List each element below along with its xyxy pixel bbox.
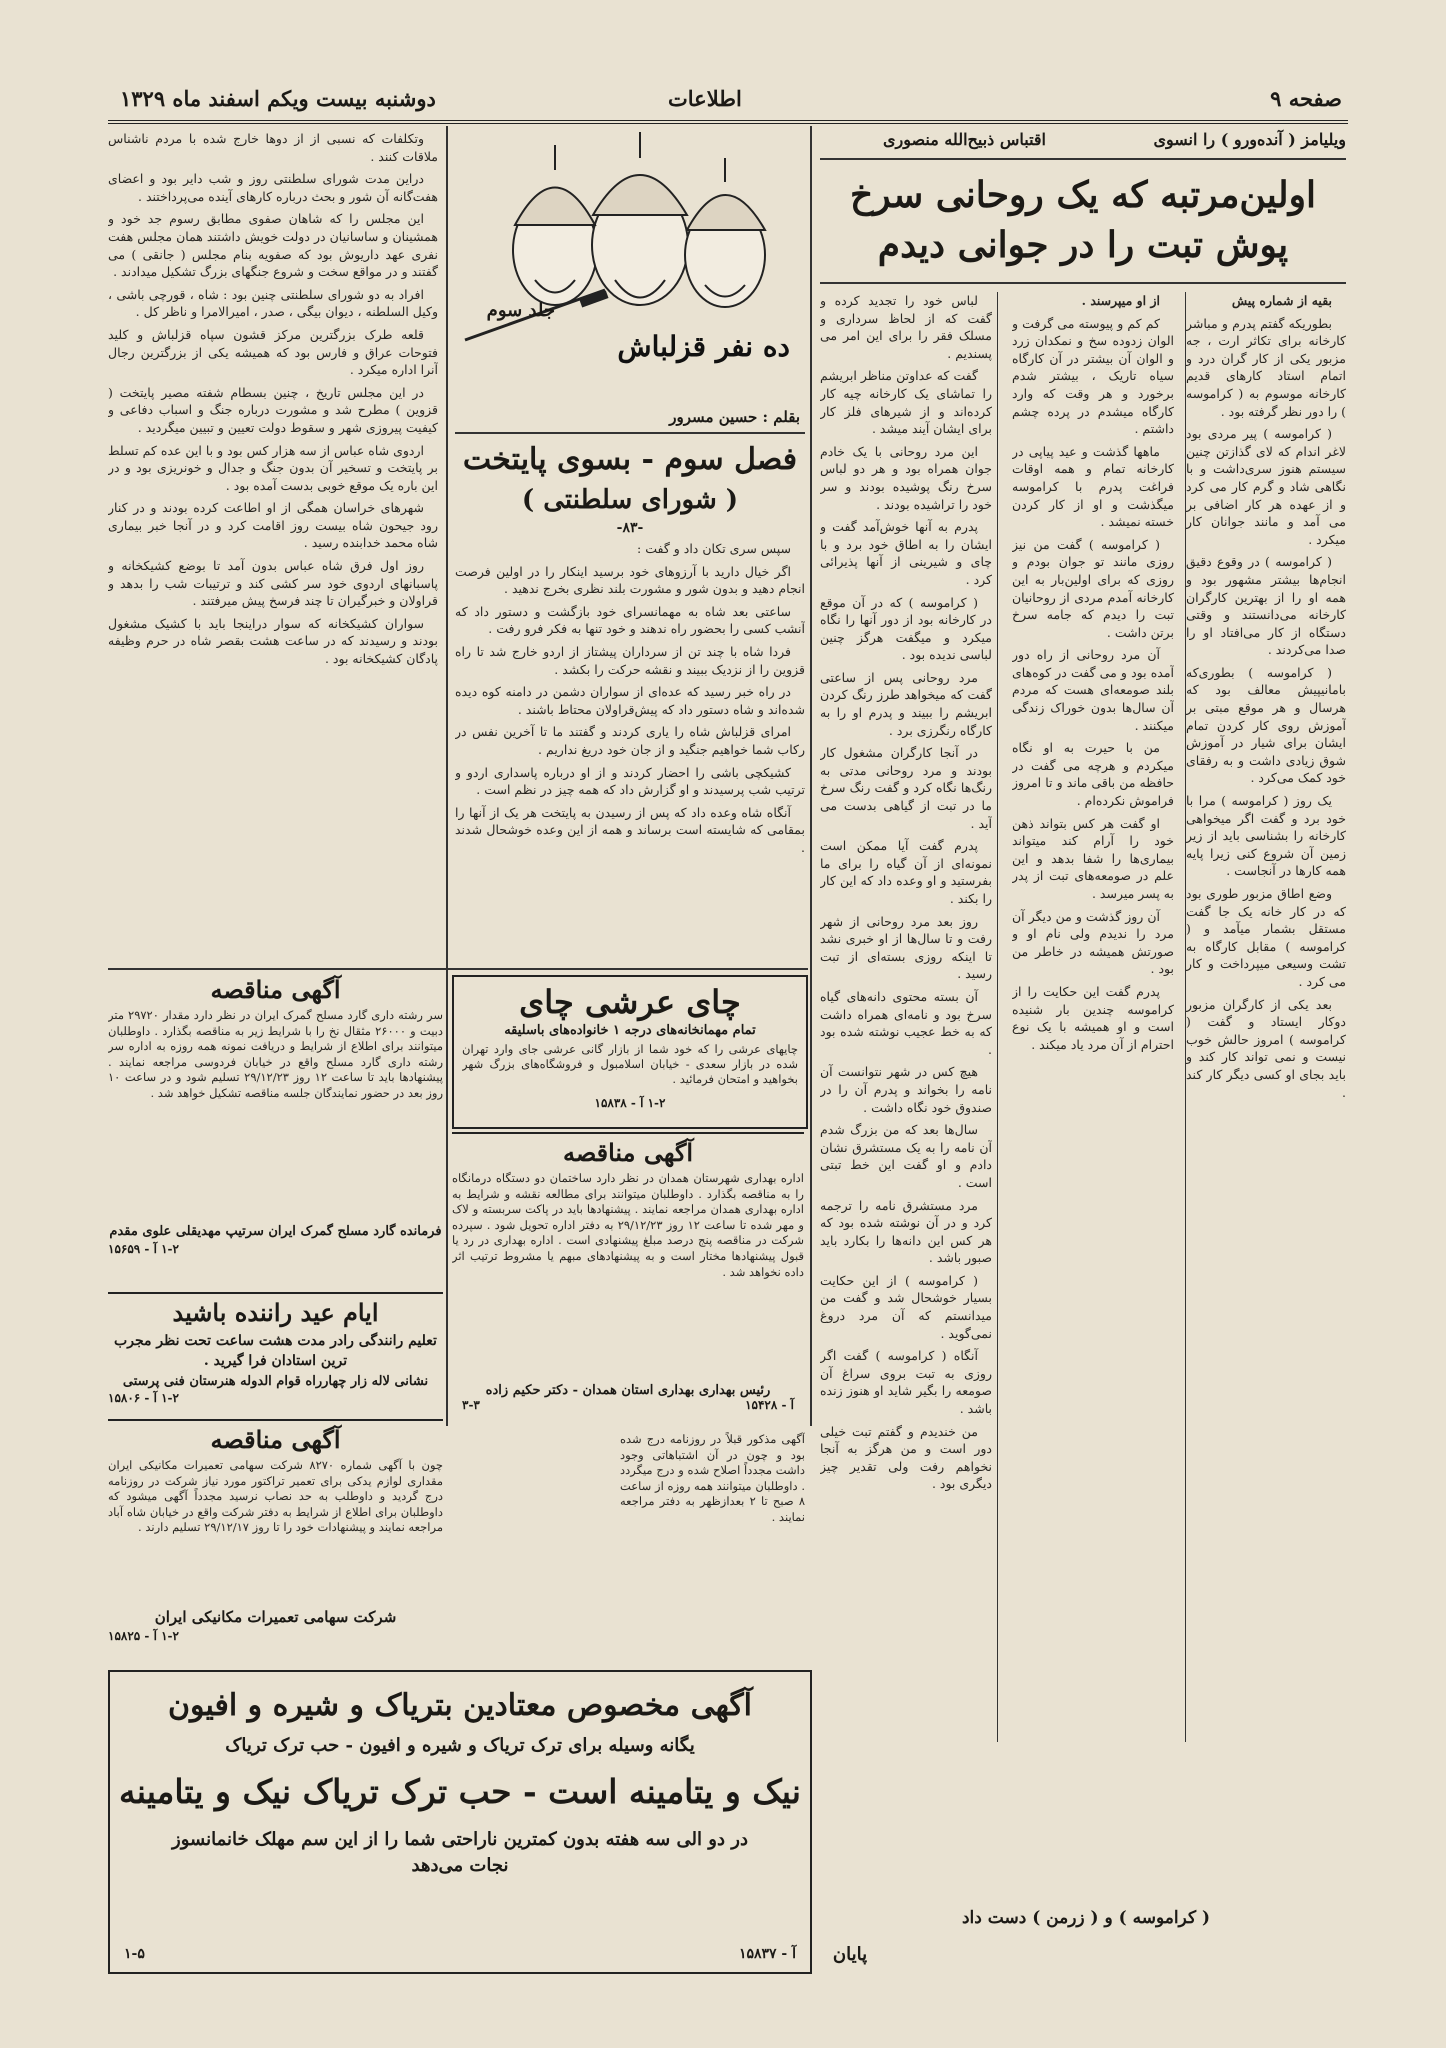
issue-date: دوشنبه بیست ویکم اسفند ماه ۱۳۲۹ xyxy=(120,86,436,111)
paragraph: وتکلفات که نسبی از از دوها خارج شده با مردم ناشناس ملاقات کنند . xyxy=(108,131,438,164)
serial-number: -۸۳- xyxy=(616,520,644,536)
paragraph: بعد یکی از کارگران مزبور دوکار ایستاد و گفت ( کراموسه ) امروز حالش خوب نیست و نمی تواند کار کند و باید بجای او کسی دیگر کار کند . xyxy=(1186,996,1346,1100)
paragraph: در این مجلس تاریخ ، چنین بسطام شفته مصیر پایتخت ( قزوین ) مطرح شد و مشورت درباره جنگ و اسباب دفاعی و کیفیت پیروزی شهر و سقوط دولت تعیین و تبیین میگردید . xyxy=(108,384,438,435)
addiction-ad-line2: در دو الی سه هفته بدون کمترین ناراحتی شما را از این سم مهلک خانمانسوز نجات می‌دهد xyxy=(172,1829,748,1876)
paragraph: کشیکچی باشی را احضار کردند و از او درباره پاسداری اردو و ترتیب شب پرسیدند و او گزارش داد که همه چیز در نظم است . xyxy=(455,764,805,798)
column-rule xyxy=(446,126,448,1426)
paragraph: اردوی شاه عباس از سه هزار کس بود و با این عده کم تسلط بر پایتخت و تسخیر آن بدون جنگ و جدال و خونریزی بود و در این باره یک موقع خوبی بدست آمده بود . xyxy=(108,442,438,493)
section-divider xyxy=(108,968,808,970)
end-mark: پایان xyxy=(832,1944,868,1965)
page-number: صفحه ۹ xyxy=(1270,86,1342,111)
paragraph: آنگاه ( کراموسه ) گفت اگر روزی به تبت بروی سراغ آن صومعه را بگیر شاید او هنوز زنده باشد . xyxy=(820,1348,992,1417)
addiction-ad-code: ۱-۵ xyxy=(124,1946,145,1962)
serial-title: فصل سوم - بسوی پایتخت xyxy=(462,442,798,477)
article-translator: اقتباس ذبیح‌الله منصوری xyxy=(882,130,1046,149)
article-column-1 xyxy=(1186,292,1346,1752)
hamedan-notice-code-right: آ - ۱۵۴۲۸ xyxy=(745,1398,794,1412)
paragraph: سال‌ها بعد که من بزرگ شدم آن نامه را به یک مستشرق نشان دادم و او گفت این خط تبتی است . xyxy=(820,1122,992,1190)
paragraph: افراد به دو شورای سلطنتی چنین بود : شاه ، قورچی باشی ، وکیل السلطنه ، دیوان بیگی ، صدر ، امیرالامرا و ناظر کل . xyxy=(108,286,438,320)
paragraph: لباس خود را تجدید کرده و گفت که از لحاظ سرداری و مسلک فقر را برای این امر می پسندیم . xyxy=(820,293,992,361)
tea-ad-body: چایهای عرشی را که خود شما از بازار گانی عرشی جای وارد تهران شده در بازار سعدی - خیابان اسلامبول و فروشگاه‌های بزرگ شهر بخواهید و امتحان فرمائید . xyxy=(462,1042,798,1086)
paragraph: مرد روحانی پس از ساعتی گفت که میخواهد طرز رنگ کردن ابریشم را ببیند و پدرم او را به کارگاه رنگرزی برد . xyxy=(820,669,992,738)
paragraph: آنگاه شاه وعده داد که پس از رسیدن به پایتخت هر یک از آنها را بمقامی که شایسته است برساند و همه از این وعده خوشحال شدند . xyxy=(455,804,805,855)
company-notice-title: آگهی مناقصه xyxy=(210,1425,341,1454)
driving-notice-address: نشانی لاله زار چهارراه قوام الدوله هنرستان فنی پرستی xyxy=(122,1374,429,1389)
paragraph: آن مرد روحانی از راه دور آمده بود و می گفت در کوه‌های بلند صومعه‌ای هست که مردم آن سال‌ها بدون خوراک زندگی میکنند . xyxy=(1012,647,1174,733)
customs-tender-notice xyxy=(108,975,443,1285)
small-notice-body: آگهی مذکور قبلاً در روزنامه درج شده بود و چون در آن اشتباهاتی وجود داشت مجدداً اصلاح شده و درج میگردد . داوطلبان میتوانند همه روزه از ساعت ۸ صبح تا ۲ بعدازظهر به دفتر مراجعه نمایند . xyxy=(620,1432,805,1524)
serial-subtitle: ( شورای سلطنتی ) xyxy=(521,485,739,515)
company-tender-notice xyxy=(108,1425,443,1665)
hamedan-notice-title: آگهی مناقصه xyxy=(562,1138,694,1167)
hamedan-notice-code-left: ۳-۳ xyxy=(462,1398,480,1412)
article-source: ویلیامز ( آند‌ه‌ورو ) را انسوی xyxy=(1153,130,1346,149)
paragraph: پدرم گفت این حکایت را از کراموسه چندین بار شنیده است و او همیشه با یک نوع احترام از آن مرد یاد میکند . xyxy=(1012,983,1174,1052)
paragraph: آن بسته محتوی دانه‌های گیاه سرخ بود و نامه‌ای همراه داشت که به خط عجیب نوشته شده بود . xyxy=(820,988,992,1057)
paragraph: ماهها گذشت و عید پیاپی در کارخانه تمام و همه اوقات فراغت پدرم با کراموسه میگذشت و او از کار کردن خسته نمیشد . xyxy=(1012,443,1174,530)
company-notice-code: ۱-۲ آ - ۱۵۸۲۵ xyxy=(108,1629,179,1643)
column-rule xyxy=(810,126,812,1426)
serial-column-2 xyxy=(455,540,805,960)
hamedan-notice-signature: رئیس بهداری بهداری استان همدان - دکتر حکیم زاده xyxy=(485,1383,771,1398)
paragraph: اگر خیال دارید با آرزوهای خود برسید اینکار را در اولین فرصت انجام دهید و بدون شور و مشورت بلند نظری بخرج ندهید . xyxy=(455,563,805,597)
paragraph: دراین مدت شورای سلطنتی روز و شب دایر بود و اعضای هفت‌گانه آن شور و بحث درباره کارهای آینده می‌پرداختند . xyxy=(108,171,438,204)
customs-notice-body: سر رشته داری گارد مسلح گمرک ایران در نظر دارد مقدار ۲۹۷۲۰ متر دبیت و ۲۶۰۰۰ مثقال نخ را با شرایط زیر به مناقصه بگذارد . داوطلبان میتوانند برای اطلاع از شرایط و دریافت نمونه همه روزه به اداره سر رشته داری گارد مسلح واقع در خیابان فردوسی مراجعه نمایند . پیشنهادها باید تا ساعت ۱۲ روز ۲۹/۱۲/۲۳ تسلیم شود و در ساعت ۱۰ روز بعد در حضور نمایندگان جلسه مناقصه تشکیل خواهد شد . xyxy=(108,1008,443,1100)
customs-notice-title: آگهی مناقصه xyxy=(210,975,341,1004)
paragraph: ( کراموسه ) بطوری‌که بامانیپیش معالف بود که هرسال و هر موقع مبتی بر آموزش روی کار کردن تمام ایشان برای شیار در آموزش شوق زیادی داشت و به رفقای خود کمک می‌کرد . xyxy=(1186,664,1346,786)
small-notice xyxy=(620,1432,805,1632)
paragraph: در آنجا کارگران مشغول کار بودند و مرد روحانی مدتی به رنگ‌ها نگاه کرد و گفت رنگ سرخ ما در تبت از گیاهی بدست می آید . xyxy=(820,745,992,831)
company-notice-body: چون با آگهی شماره ۸۲۷۰ شرکت سهامی تعمیرات مکانیکی ایران مقداری لوازم یدکی برای تعمیر تراکتور مورد نیاز شرکت در روزنامه درج گردید و داوطلب به حد نصاب نرسید مجدداً آگهی میشود که داوطلبان برای اطلاع از شرایط به دفتر شرکت واقع در خیابان شاه آباد مراجعه نمایند و پیشنهادات خود را تا روز ۲۹/۱۲/۱۷ تسلیم دارند . xyxy=(108,1458,443,1535)
tea-ad-title: چای عرشی چای xyxy=(519,983,741,1021)
paragraph: از او میپرسند . xyxy=(1081,293,1160,308)
continued-label: بقیه از شماره پیش xyxy=(1231,293,1332,308)
paragraph: قلعه طرک بزرگترین مرکز قشون سپاه قزلباش و کلید فتوحات عراق و فارس بود که همیشه یکی از بزرگترین رجال آنرا اداره میکرد . xyxy=(108,326,438,378)
paragraph: روز بعد مرد روحانی از شهر رفت و تا سال‌ها از او خبری نشد تا اینکه روزی بسته‌ای از تبت رسید . xyxy=(820,913,992,982)
paragraph: شهرهای خراسان همگی از او اطاعت کرده بودند و در کنار رود جیحون شاه بیست روز اقامت کرد و در آنجا خبر بیماری شاه محمد خدابنده رسید . xyxy=(108,500,438,551)
paragraph: کم کم و پیوسته می گرفت و الوان زدوده سخ و نمکدان زرد و الوان آن بیشتر در آن کارگاه سیاه تاریک ، بیشتر شدم برخورد و هر وقت که وارد کارگاه میشدم در پرده چشم داشتم . xyxy=(1012,315,1174,437)
tea-advertisement xyxy=(452,975,808,1129)
driving-notice-title: ایام عید راننده باشید xyxy=(172,1298,379,1327)
paragraph: گفت که عداوتن مناظر ابریشم را تماشای یک کارخانه چیه کار کرده‌اند و از شیرهای فلز کار برای ایشان آیند میشد . xyxy=(820,368,992,437)
driving-school-notice xyxy=(108,1292,443,1421)
paragraph: ( کراموسه ) گفت من نیز روزی مانند تو جوان بودم و روزی که برای اولین‌بار به این کارخانه آمدم مردی از روحانیان تبت را دیدم که جامه سرخ برتن داشت . xyxy=(1012,536,1174,640)
paragraph: در راه خبر رسید که عده‌ای از سواران دشمن در دامنه کوه دیده شده‌اند و شاه دستور داد که پیش‌قراولان محتاط باشند . xyxy=(455,684,805,717)
paragraph: پدرم گفت آیا ممکن است نمونه‌ای از آن گیاه را برای ما بفرستید و او وعده داد که این کار را بکند . xyxy=(820,838,992,906)
driving-notice-code: ۱-۲ آ - ۱۵۸۰۶ xyxy=(108,1391,179,1405)
serial-column-1 xyxy=(108,130,438,960)
addiction-ad-title: آگهی مخصوص معتادین بتریاک و شیره و افیون xyxy=(167,1688,753,1723)
paragraph: این مجلس را که شاهان صفوی مطابق رسوم جد خود و همشینان و ساسانیان در دولت خویش داشتند همان مجلس هفت نفری عهد داریوش بود که صفویه بنام مجلس ( جانقی ) می گفتند و در مواقع سخت و شروع جنگهای بزرگ تشکیل میدادند . xyxy=(108,211,438,280)
paragraph: روز اول فرق شاه عباس بدون آمد تا بوضع کشیکخانه و پاسبانهای اردوی خود سر کشی کند و ترتیبات شب را بدهد و قراولان و خبرگیران تا چند فرسخ پیش میرفتند . xyxy=(108,558,438,609)
paragraph: یک روز ( کراموسه ) مرا با خود برد و گفت اگر میخواهی کارخانه را بشناسی باید از زیر زمین آن شروع کنی زیرا پایه همه کارها در آنجاست . xyxy=(1186,793,1346,879)
article-column-2 xyxy=(1012,292,1174,1752)
addiction-ad-line1: یگانه وسیله برای ترک تریاک و شیره و افیون - حب ترک تریاک xyxy=(225,1735,695,1756)
addiction-treatment-ad xyxy=(108,1670,812,1974)
paragraph: امرای قزلباش شاه را یاری کردند و گفتند ما تا آخرین نفس در رکاب شما خواهیم جنگید و از جان خود دریغ نداریم . xyxy=(455,724,805,757)
driving-notice-body: تعلیم رانندگی رادر مدت هشت ساعت تحت نظر مجرب ترین استادان فرا گیرید . xyxy=(114,1333,437,1369)
column-rule xyxy=(997,292,998,1742)
article-footer-line: ( کراموسه ) و ( زرمن ) دست داد xyxy=(961,1908,1210,1928)
paragraph: سواران کشیکخانه که سوار دراینجا باید با کشیک مشغول بودند و رسیدند که در ساعت هشت بقصر شاه در حرم وظیفه پادگان کشیکخانه بود . xyxy=(108,615,438,667)
newspaper-name: اطلاعات xyxy=(668,86,742,111)
article-column-3 xyxy=(820,292,992,1752)
paragraph: آن روز گذشت و من دیگر آن مرد را ندیدم ولی نام او و صورتش همیشه در خاطر من بود . xyxy=(1012,908,1174,977)
paragraph: هیچ کس در شهر نتوانست آن نامه را بخواند و پدرم آن را در صندوق خود نگاه داشت . xyxy=(820,1064,992,1115)
paragraph: ساعتی بعد شاه به مهمانسرای خود بازگشت و دستور داد که آنشب کسی را بحضور راه ندهند و خود تنها به فکر فرو رفت . xyxy=(455,603,805,637)
serial-illustration-caption: ده نفر قزلباش xyxy=(617,330,790,363)
customs-notice-signature: فرمانده گارد مسلح گمرک ایران سرتیپ مهدیقلی علوی مقدم xyxy=(109,1224,442,1239)
customs-notice-code: ۱-۲ آ - ۱۵۶۵۹ xyxy=(108,1242,179,1256)
serial-divider xyxy=(455,432,805,434)
paragraph: ( کراموسه ) از این حکایت بسیار خوشحال شد و گفت من میدانستم که آن مرد دروغ نمی‌گوید . xyxy=(820,1272,992,1341)
hamedan-notice-body: اداره بهداری شهرستان همدان در نظر دارد ساختمان دو دستگاه درمانگاه را به مناقصه بگذارد . داوطلبان میتوانند برای مطالعه نقشه و شرایط به اداره بهداری همدان مراجعه نمایند . پیشنهادها باید در پاکت سربسته و لاک و مهر شده تا ساعت ۱۲ روز ۲۹/۱۲/۲۳ به دفتر اداره تحویل شود . سپرده شرکت در مناقصه پنج درصد مبلغ پیشنهادی است . اداره بهداری در رد یا قبول پیشنهادها مختار است و به پیشنهادهای مبهم یا مشروط ترتیب اثر داده نخواهد شد . xyxy=(452,1171,804,1279)
addiction-ad-slogan: نیک و یتامینه است - حب ترک تریاک نیک و یتامینه xyxy=(119,1772,801,1811)
hamedan-tender-notice xyxy=(452,1132,804,1424)
paragraph: پدرم به آنها خوش‌آمد گفت و ایشان را به اطاق خود برد و با چای و شیرینی از آنها پذیرائی کرد . xyxy=(820,519,992,587)
paragraph: بطوریکه گفتم پدرم و مباشر کارخانه برای تکاثر ارت ، جه مزبور یکی از کار گران درد و اتمام استاد کارهای قدیم کارخانه موسوم به ( کراموسه ) را دور نظر گرفته بود . xyxy=(1186,315,1346,419)
column-rule xyxy=(1185,292,1186,1742)
paragraph: این مرد روحانی با یک خادم جوان همراه بود و هر دو لباس سرخ رنگ پوشیده بودند و سر خود را تراشیده بودند . xyxy=(820,443,992,512)
page-header xyxy=(108,80,1348,124)
paragraph: من خندیدم و گفتم تبت خیلی دور است و من هرگز به آنجا نخواهم رفت ولی تقدیر چیز دیگری بود . xyxy=(820,1423,992,1492)
paragraph: وضع اطاق مزبور طوری بود که در کار خانه یک جا گفت مستقل بشمار میآمد و ( کراموسه ) مقابل کارگاه به تشت وسیعی میپرداخت و کار می کرد . xyxy=(1186,886,1346,989)
tea-ad-subtitle: تمام مهمانخانه‌های درجه ۱ خانواده‌های باسلیقه xyxy=(504,1023,756,1038)
article-divider xyxy=(820,158,1346,160)
paragraph: مرد مستشرق نامه را ترجمه کرد و در آن نوشته شده بود که هر کس این دانه‌ها را بکارد باید صبور باشد . xyxy=(820,1197,992,1266)
paragraph: او گفت هر کس بتواند ذهن خود را آرام کند میتواند بیماری‌ها را شفا بدهد و این علم در صومعه‌های تبت از پدر به پسر میرسد . xyxy=(1012,815,1174,901)
paragraph: من با حیرت به او نگاه میکردم و هرچه می گفت در حافظه من باقی ماند و تا امروز فراموش نکرده‌ام . xyxy=(1012,740,1174,809)
paragraph: سپس سری تکان داد و گفت : xyxy=(637,541,791,556)
tea-ad-code: ۱-۲ آ - ۱۵۸۳۸ xyxy=(594,1096,666,1110)
article-title: اولین‌مرتبه که یک روحانی سرخ پوش تبت را در جوانی دیدم xyxy=(849,174,1317,266)
paragraph: ( کراموسه ) که در آن موقع در کارخانه بود از دور آنها را نگاه میکرد و میگفت هرگز چنین لباسی ندیده بود . xyxy=(820,594,992,663)
serial-author: بقلم : حسین مسرور xyxy=(669,408,800,426)
small-notice-code: آ - ۱۵۸۳۷ xyxy=(738,1946,796,1962)
serial-volume: جلد سوم xyxy=(486,300,555,321)
company-notice-signature: شرکت سهامی تعمیرات مکانیکی ایران xyxy=(154,1608,397,1626)
paragraph: ( کراموسه ) پیر مردی بود لاغر اندام که لای گذازتن چنین سیستم هنوز سری‌داشت و با نگاهی شاد و گرم کار می کرد و از عهده هر کار اضافی بر می آمد و مانند جوانان کار میکرد . xyxy=(1186,426,1346,547)
paragraph: ( کراموسه ) در وقوع دقیق انجام‌ها بیشتر مشهور بود و همه او را از بهترین کارگران کارخانه می‌دانستند و وقتی دستگاه از کار می‌افتاد او را صدا می‌کردند . xyxy=(1186,554,1346,658)
paragraph: فردا شاه با چند تن از سرداران پیشتاز از اردو خارج شد تا راه قزوین را از نزدیک ببیند و نقشه حرکت را بکشد . xyxy=(455,643,805,677)
article-divider xyxy=(820,282,1346,284)
